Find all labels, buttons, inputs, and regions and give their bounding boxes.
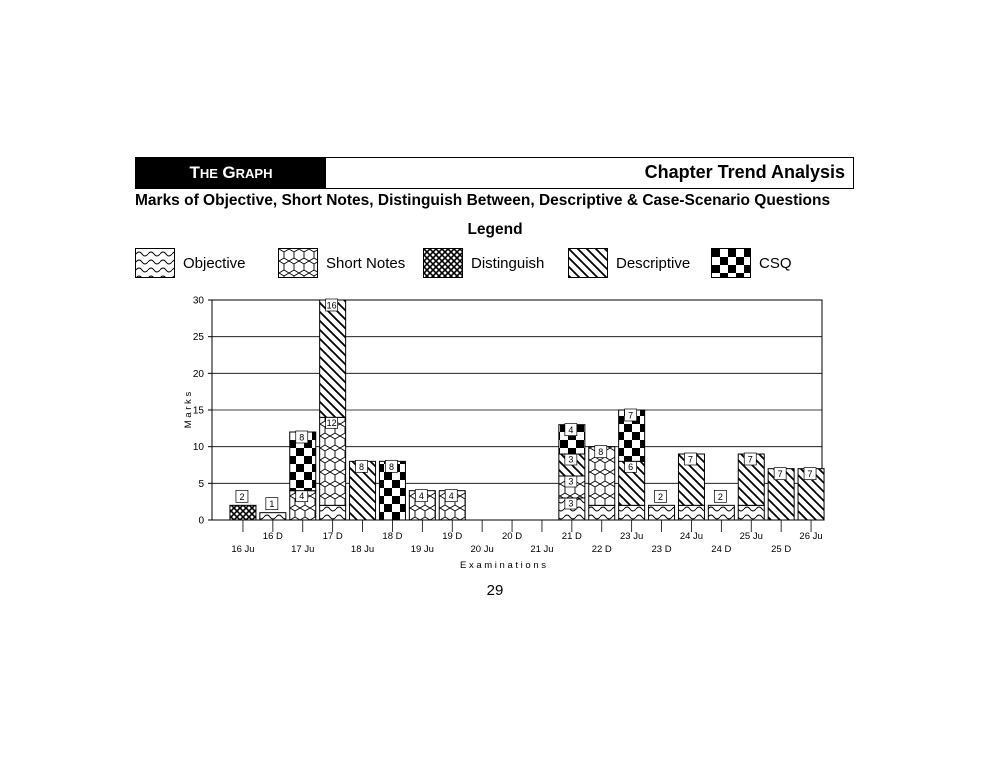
data-label: 4	[299, 491, 305, 502]
data-label: 7	[777, 469, 783, 480]
legend-item-csq	[711, 246, 792, 280]
section-label-rest-1: HE	[199, 166, 218, 181]
bar-segment	[230, 505, 256, 520]
x-tick-label: 16 Ju	[231, 544, 255, 555]
y-tick-label: 25	[192, 332, 204, 344]
x-tick-label: 18 Ju	[350, 544, 375, 555]
data-label: 12	[326, 417, 337, 428]
distinguish-swatch	[423, 248, 463, 278]
short-notes-swatch	[278, 248, 318, 278]
data-label: 4	[568, 425, 574, 436]
x-tick-label: 19 D	[442, 531, 463, 542]
data-label: 4	[418, 491, 424, 502]
x-tick-label: 19 Ju	[410, 544, 434, 555]
x-tick-label: 23 D	[651, 544, 672, 555]
legend-label: Objective	[183, 254, 246, 272]
y-tick-label: 10	[192, 442, 204, 454]
y-tick-label: 5	[198, 478, 204, 490]
legend-item-descriptive	[568, 246, 690, 280]
x-tick-label: 18 D	[382, 531, 403, 542]
x-tick-label: 16 D	[262, 531, 283, 542]
data-label: 1	[269, 499, 275, 510]
data-label: 16	[326, 300, 337, 311]
section-label-initial-2: G	[222, 163, 236, 182]
bar-segment	[619, 505, 645, 520]
data-label: 2	[717, 491, 723, 502]
data-label: 2	[658, 491, 664, 502]
csq-swatch	[711, 248, 751, 278]
bar-segment	[738, 505, 764, 520]
data-label: 3	[568, 476, 574, 487]
y-axis-label: M a r k s	[183, 391, 194, 429]
y-tick-label: 15	[192, 405, 204, 417]
descriptive-swatch	[568, 248, 608, 278]
page-number: 29	[486, 582, 504, 599]
legend	[135, 246, 854, 280]
x-tick-label: 21 D	[561, 531, 582, 542]
data-label: 7	[628, 410, 634, 421]
y-tick-label: 0	[198, 515, 204, 527]
legend-title: Legend	[467, 221, 523, 238]
chart-subtitle: Marks of Objective, Short Notes, Distinguish Between, Descriptive & Case-Scenario Questions	[135, 192, 831, 209]
x-tick-label: 20 D	[502, 531, 523, 542]
bar-segment	[320, 505, 346, 520]
plot-area	[183, 296, 824, 572]
legend-label: CSQ	[759, 254, 792, 272]
x-tick-label: 25 D	[771, 544, 792, 555]
x-tick-label: 20 Ju	[470, 544, 494, 555]
x-tick-label: 26 Ju	[799, 531, 823, 542]
legend-item-objective	[135, 246, 246, 280]
legend-label: Descriptive	[616, 254, 691, 272]
x-tick-label: 24 Ju	[679, 531, 704, 542]
bar-segment	[589, 505, 615, 520]
data-label: 4	[448, 491, 454, 502]
objective-swatch	[135, 248, 175, 278]
data-label: 8	[299, 432, 305, 443]
bar-segment	[260, 513, 286, 520]
section-label-initial-1: T	[189, 163, 200, 182]
x-tick-label: 21 Ju	[530, 544, 554, 555]
data-label: 7	[807, 469, 813, 480]
x-tick-label: 17 D	[322, 531, 343, 542]
legend-item-distinguish	[423, 246, 544, 280]
bar-segment	[320, 417, 346, 505]
x-tick-label: 24 D	[711, 544, 732, 555]
x-tick-label: 23 Ju	[620, 531, 644, 542]
bar-segment	[320, 300, 346, 417]
header-bar	[135, 157, 854, 189]
data-label: 7	[747, 454, 753, 465]
data-label: 6	[628, 461, 634, 472]
data-label: 8	[388, 461, 394, 472]
page-title: Chapter Trend Analysis	[644, 162, 845, 182]
x-axis-label: E x a m i n a t i o n s	[459, 560, 547, 571]
data-label: 2	[239, 491, 245, 502]
section-label	[136, 158, 326, 188]
data-label: 3	[568, 498, 574, 509]
bar-segment	[708, 505, 734, 520]
data-label: 3	[568, 454, 574, 465]
y-tick-label: 20	[192, 368, 204, 380]
y-tick-label: 30	[192, 295, 204, 307]
data-label: 8	[359, 461, 365, 472]
legend-label: Distinguish	[471, 254, 545, 272]
legend-item-short-notes	[278, 246, 405, 280]
x-tick-label: 17 Ju	[291, 544, 315, 555]
data-label: 8	[598, 447, 604, 458]
stacked-bar-chart	[0, 280, 990, 580]
legend-label: Short Notes	[326, 254, 406, 272]
bar-segment	[678, 505, 704, 520]
x-tick-label: 25 Ju	[739, 531, 763, 542]
x-tick-label: 22 D	[591, 544, 612, 555]
data-label: 7	[687, 454, 693, 465]
section-label-rest-2: RAPH	[235, 166, 273, 181]
bar-segment	[649, 505, 675, 520]
